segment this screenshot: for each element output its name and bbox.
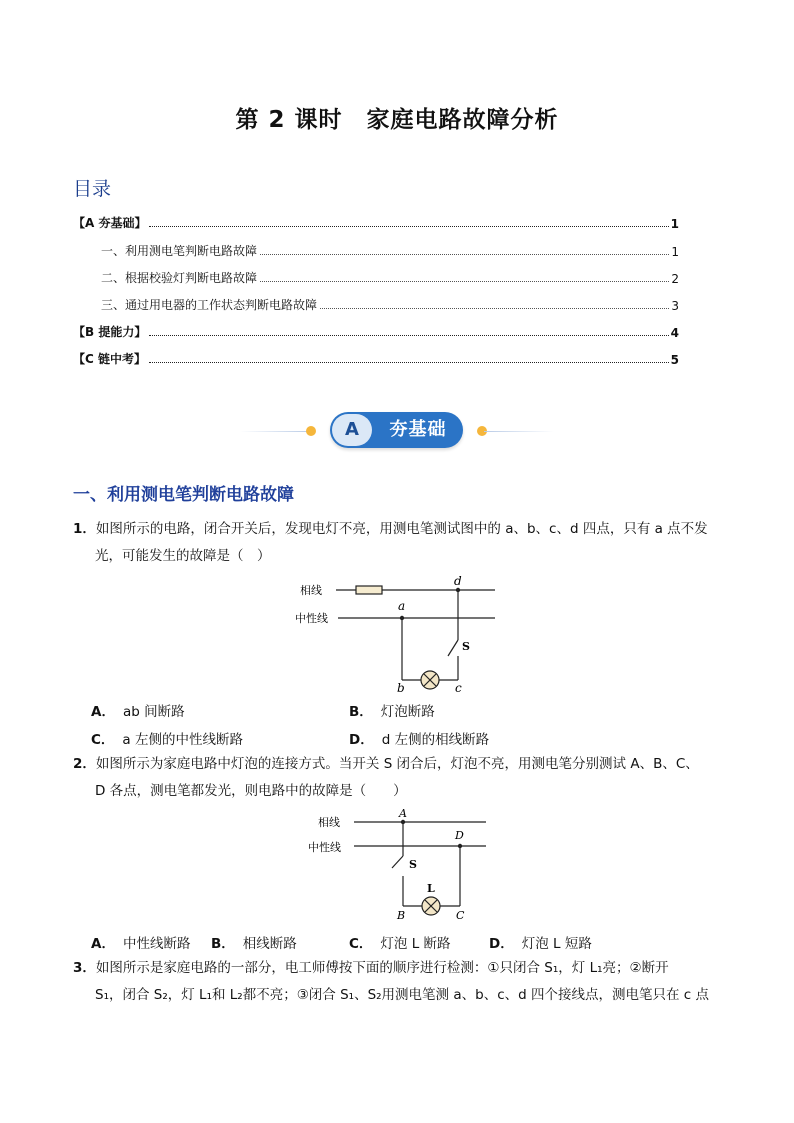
question-1 (73, 516, 723, 570)
toc-item-a[interactable] (73, 213, 679, 231)
option-key: C． (91, 732, 115, 748)
toc-page: 1 (671, 245, 679, 259)
toc-leader (260, 281, 669, 282)
q2-option-c[interactable] (349, 932, 451, 952)
junction-dot (400, 616, 404, 620)
option-text: 灯泡断路 (380, 704, 435, 720)
point-c-label: c (455, 681, 462, 695)
neutral-wire-label: 中性线 (308, 841, 341, 854)
question-text-cont: D 各点，测电笔都发光，则电路中的故障是（ ） (95, 783, 407, 799)
point-b-label: b (397, 681, 405, 695)
toc-item-3[interactable] (101, 295, 679, 313)
option-text: 灯泡 L 断路 (380, 936, 451, 952)
point-a-label: a (398, 599, 406, 613)
q1-option-d[interactable] (349, 728, 489, 748)
junction-dot (456, 588, 460, 592)
point-D-label: D (455, 829, 464, 842)
lamp-label: L (427, 882, 435, 895)
toc-item-b[interactable] (73, 322, 679, 340)
option-text: a 左侧的中性线断路 (122, 732, 243, 748)
toc-leader (149, 362, 669, 363)
toc-item-2[interactable] (101, 268, 679, 286)
switch-label: S (409, 858, 417, 871)
neutral-wire-label: 中性线 (295, 612, 328, 625)
question-number: 2． (73, 756, 96, 772)
option-text: 相线断路 (242, 936, 297, 952)
option-key: D． (489, 936, 514, 952)
toc-label: 【C 链中考】 (73, 352, 146, 366)
option-text: ab 间断路 (122, 704, 185, 720)
junction-dot (401, 820, 405, 824)
point-d-label: d (454, 574, 462, 588)
option-text: d 左侧的相线断路 (381, 732, 490, 748)
q1-option-c[interactable] (91, 728, 243, 748)
live-wire-label: 相线 (300, 584, 322, 597)
option-text: 灯泡 L 短路 (521, 936, 592, 952)
switch-label: S (462, 640, 470, 653)
option-key: B． (211, 936, 235, 952)
toc-label: 二、根据校验灯判断电路故障 (101, 271, 258, 285)
banner-letter: A (332, 414, 372, 446)
question-number: 3． (73, 960, 96, 976)
junction-dot (458, 844, 462, 848)
point-C-label: C (456, 909, 465, 922)
toc-page: 4 (670, 326, 679, 340)
question-text: 如图所示为家庭电路中灯泡的连接方式。当开关 S 闭合后，灯泡不亮，用测电笔分别测试 A、B、C、 (95, 756, 699, 772)
option-key: A． (91, 704, 115, 720)
question-2 (73, 751, 723, 805)
section-heading: 一、利用测电笔判断电路故障 (73, 485, 294, 505)
banner-line-left (240, 431, 310, 432)
toc-heading: 目录 (73, 178, 112, 200)
q2-option-d[interactable] (489, 932, 592, 952)
question-text: 如图所示的电路，闭合开关后，发现电灯不亮，用测电笔测试图中的 a、b、c、d 四点，只有 a 点不发 (95, 521, 708, 537)
toc-item-1[interactable] (101, 241, 679, 259)
question-text-cont: S₁，闭合 S₂，灯 L₁和 L₂都不亮；③闭合 S₁、S₂用测电笔测 a、b、c、d 四个接线点，测电笔只在 c 点 (95, 987, 709, 1003)
live-wire-label: 相线 (318, 816, 340, 829)
toc-leader (320, 308, 669, 309)
banner-dot-left (306, 426, 316, 436)
q2-option-b[interactable] (211, 932, 297, 952)
toc-item-c[interactable] (73, 349, 679, 367)
point-B-label: B (397, 909, 406, 922)
option-text: 中性线断路 (122, 936, 191, 952)
toc-label: 【A 夯基础】 (73, 216, 147, 230)
circuit-figure-1 (290, 572, 510, 697)
toc-label: 三、通过用电器的工作状态判断电路故障 (101, 298, 318, 312)
toc-leader (149, 335, 668, 336)
q1-option-a[interactable] (91, 700, 185, 720)
point-A-label: A (399, 807, 407, 820)
option-key: C． (349, 936, 373, 952)
q2-option-a[interactable] (91, 932, 190, 952)
toc-leader (260, 254, 669, 255)
banner-text: 夯基础 (389, 419, 447, 440)
toc-label: 一、利用测电笔判断电路故障 (101, 244, 258, 258)
question-text-cont: 光，可能发生的故障是（ ） (95, 548, 271, 564)
toc-label: 【B 提能力】 (73, 325, 147, 339)
option-key: B． (349, 704, 373, 720)
banner-line-right (484, 431, 554, 432)
option-key: A． (91, 936, 115, 952)
toc-page: 1 (670, 217, 679, 231)
toc-leader (149, 226, 668, 227)
question-number: 1． (73, 521, 96, 537)
toc-page: 3 (671, 299, 679, 313)
page-title: 第 2 课时 家庭电路故障分析 (235, 107, 559, 133)
option-key: D． (349, 732, 374, 748)
toc-page: 2 (671, 272, 679, 286)
circuit-figure-2 (300, 806, 500, 926)
question-3 (73, 955, 723, 1009)
toc-page: 5 (670, 353, 679, 367)
q1-option-b[interactable] (349, 700, 435, 720)
question-text: 如图所示是家庭电路的一部分，电工师傅按下面的顺序进行检测：①只闭合 S₁，灯 L₁亮；②断开 (95, 960, 669, 976)
